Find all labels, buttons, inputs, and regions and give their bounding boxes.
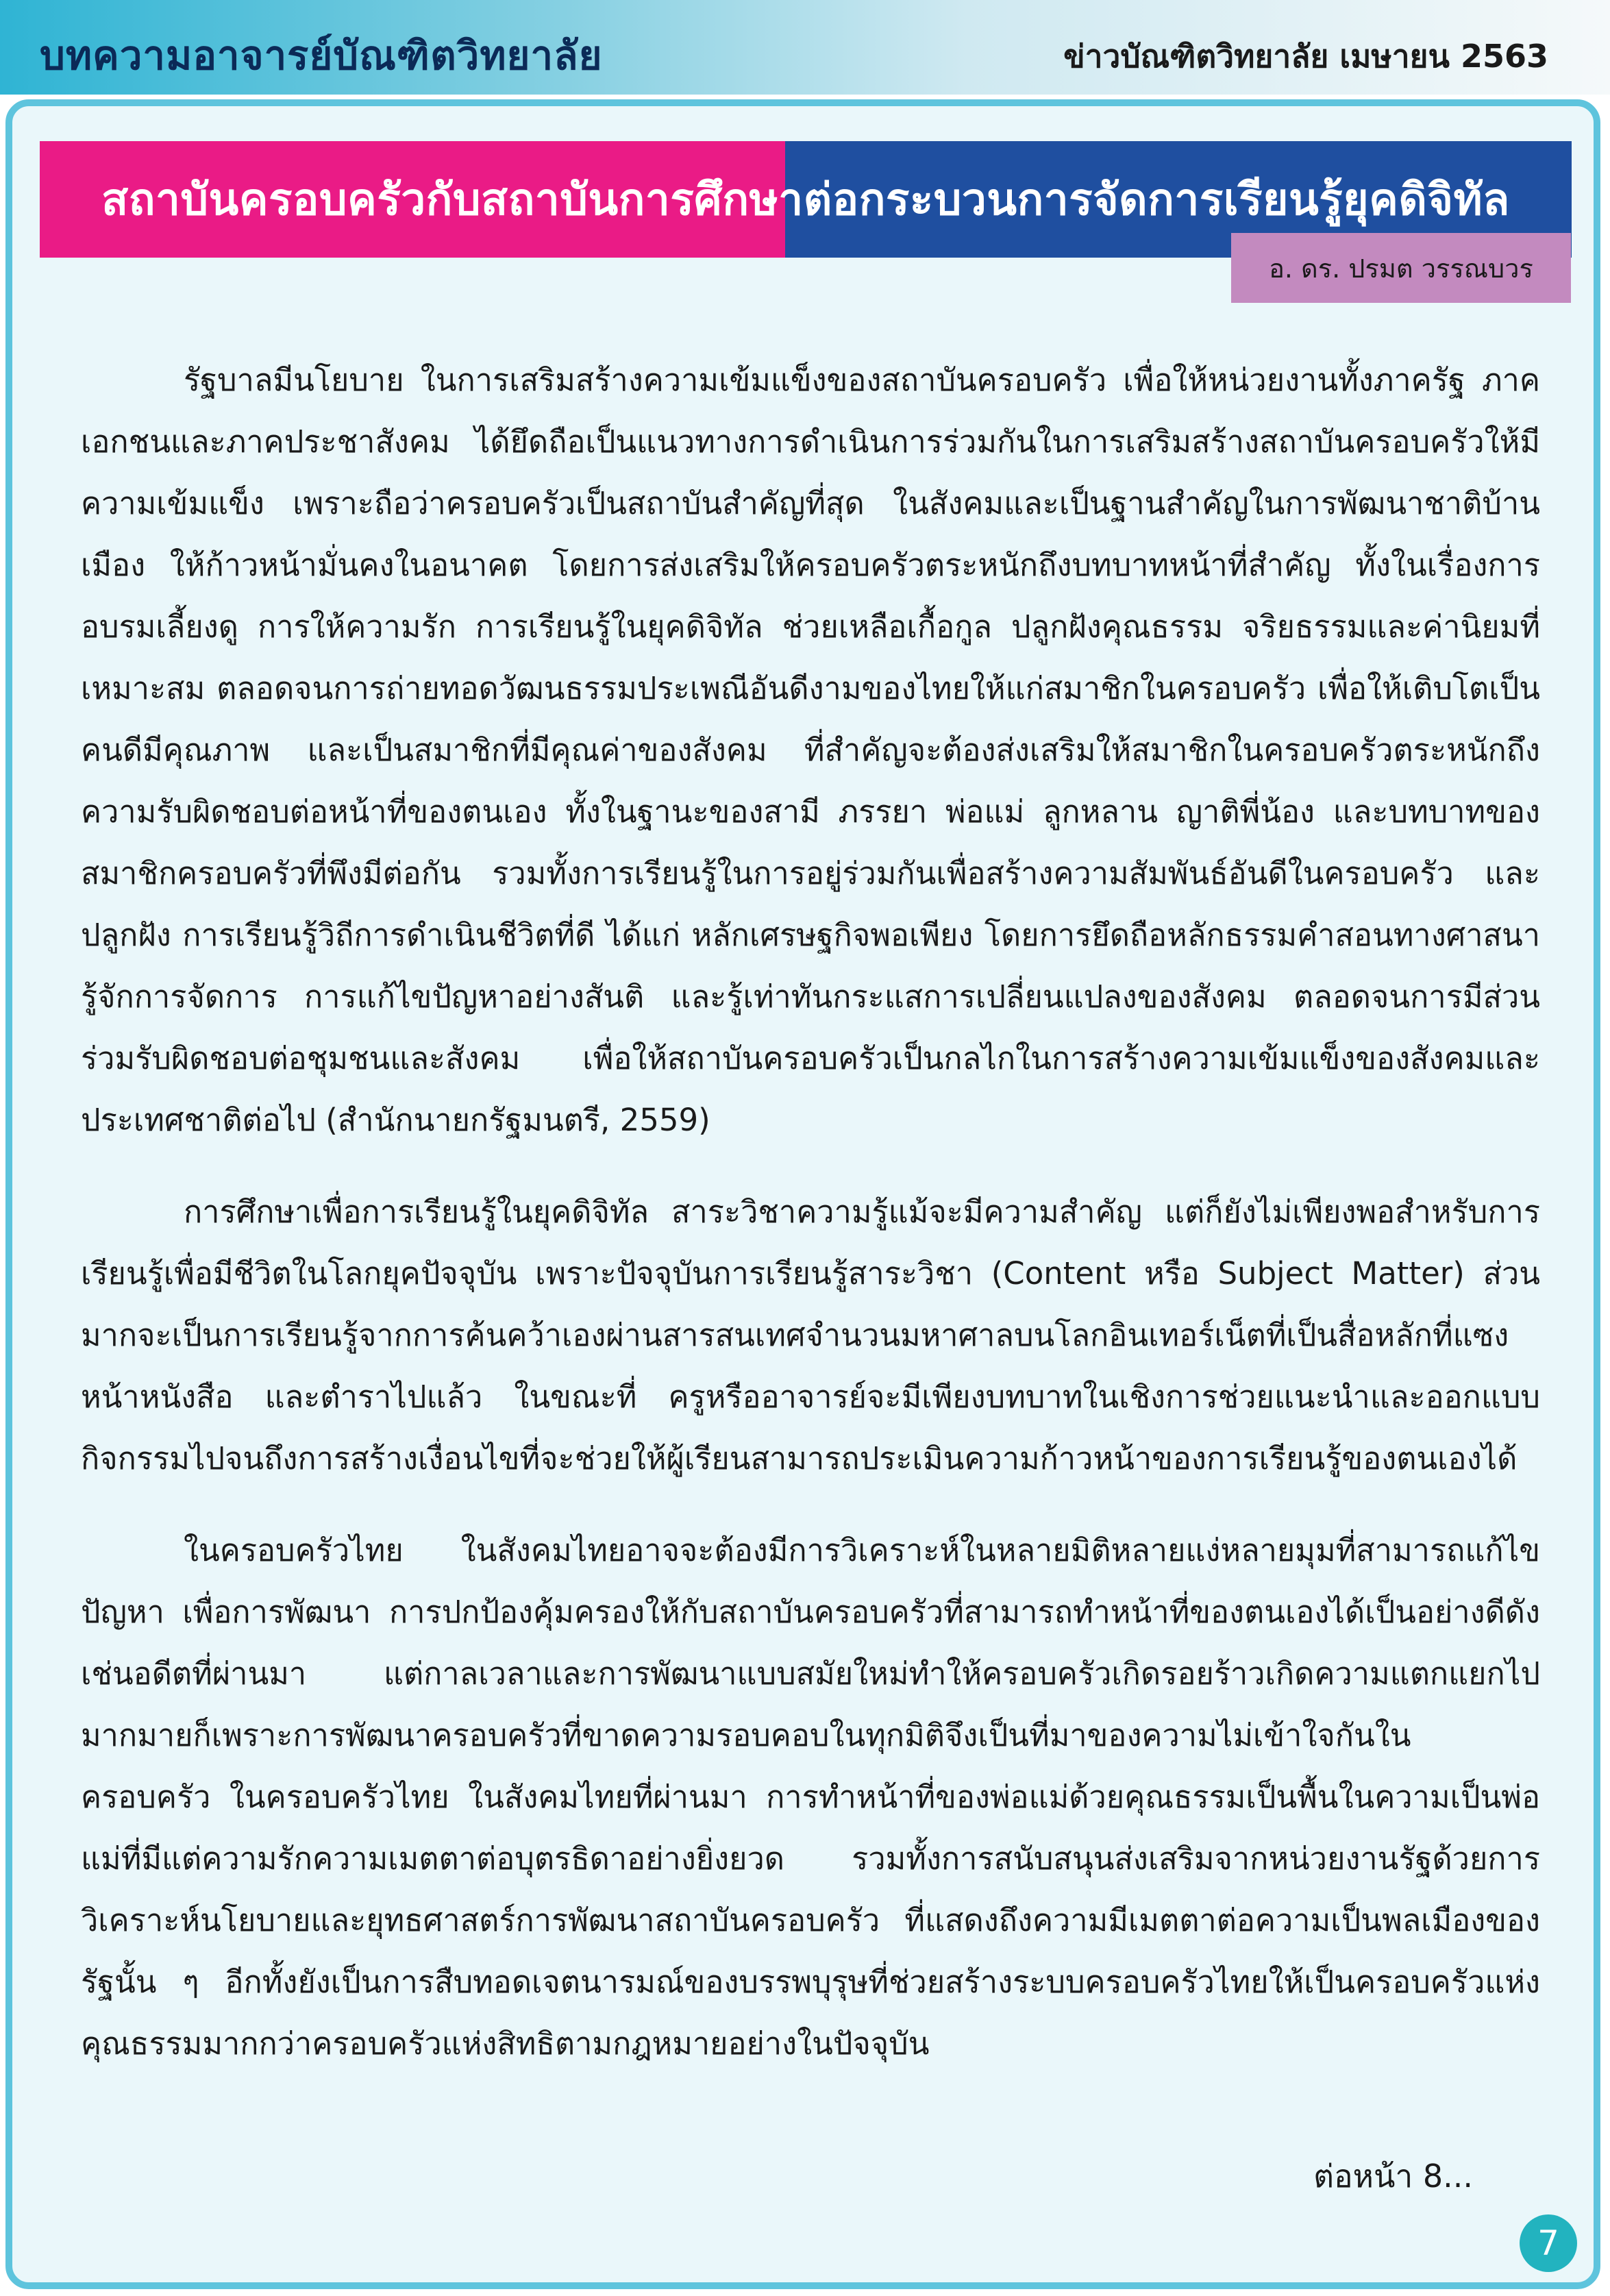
article-body: [81, 349, 1540, 2105]
paragraph: ในครอบครัวไทย ในสังคมไทยอาจจะต้องมีการวิเคราะห์ในหลายมิติหลายแง่หลายมุมที่สามารถแก้ไขปัญหา เพื่อการพัฒนา การปกป้องคุ้มครองให้กับสถาบันครอบครัวที่สามารถทำหน้าที่ของตนเองได้เป็นอย่างดีดังเช่นอดีตที่ผ่านมา แต่กาลเวลาและการพัฒนาแบบสมัยใหม่ทำให้ครอบครัวเกิดรอยร้าวเกิดความแตกแยกไปมากมายก็เพราะการพัฒนาครอบครัวที่ขาดความรอบคอบในทุกมิติจึงเป็นที่มาของความไม่เข้าใจกันในครอบครัว ในครอบครัวไทย ในสังคมไทยที่ผ่านมา การทำหน้าที่ของพ่อแม่ด้วยคุณธรรมเป็นพื้นในความเป็นพ่อแม่ที่มีแต่ความรักความเมตตาต่อบุตรธิดาอย่างยิ่งยวด รวมทั้งการสนับสนุนส่งเสริมจากหน่วยงานรัฐด้วยการวิเคราะห์นโยบายและยุทธศาสตร์การพัฒนาสถาบันครอบครัว ที่แสดงถึงความมีเมตตาต่อความเป็นพลเมืองของรัฐนั้น ๆ อีกทั้งยังเป็นการสืบทอดเจตนารมณ์ของบรรพบุรุษที่ช่วยสร้างระบบครอบครัวไทยให้เป็นครอบครัวแห่งคุณธรรมมากกว่าครอบครัวแห่งสิทธิตามกฎหมายอย่างในปัจจุบัน: [81, 1532, 1540, 2062]
paragraph: การศึกษาเพื่อการเรียนรู้ในยุคดิจิทัล สาระวิชาความรู้แม้จะมีความสำคัญ แต่ก็ยังไม่เพียงพอสำหรับการเรียนรู้เพื่อมีชีวิตในโลกยุคปัจจุบัน เพราะปัจจุบันการเรียนรู้สาระวิชา (Content หรือ Subject Matter) ส่วนมากจะเป็นการเรียนรู้จากการค้นคว้าเองผ่านสารสนเทศจำนวนมหาศาลบนโลกอินเทอร์เน็ตที่เป็นสื่อหลักที่แซงหน้าหนังสือ และตำราไปแล้ว ในขณะที่ ครูหรืออาจารย์จะมีเพียงบทบาทในเชิงการช่วยแนะนำและออกแบบกิจกรรมไปจนถึงการสร้างเงื่อนไขที่จะช่วยให้ผู้เรียนสามารถประเมินความก้าวหน้าของการเรียนรู้ของตนเองได้: [81, 1194, 1540, 1477]
article-title: สถาบันครอบครัวกับสถาบันการศึกษาต่อกระบวนการจัดการเรียนรู้ยุคดิจิทัล: [101, 175, 1510, 225]
page-number-badge: 7: [1520, 2214, 1577, 2272]
article-author: อ. ดร. ปรมต วรรณบวร: [1231, 233, 1571, 303]
newsletter-issue: ข่าวบัณฑิตวิทยาลัย เมษายน 2563: [1063, 38, 1548, 75]
section-title: บทความอาจารย์บัณฑิตวิทยาลัย: [40, 32, 603, 79]
continued-note: ต่อหน้า 8...: [1313, 2158, 1473, 2195]
paragraph: รัฐบาลมีนโยบาย ในการเสริมสร้างความเข้มแข็งของสถาบันครอบครัว เพื่อให้หน่วยงานทั้งภาครัฐ ภาคเอกชนและภาคประชาสังคม ได้ยึดถือเป็นแนวทางการดำเนินการร่วมกันในการเสริมสร้างสถาบันครอบครัวให้มีความเข้มแข็ง เพราะถือว่าครอบครัวเป็นสถาบันสำคัญที่สุด ในสังคมและเป็นฐานสำคัญในการพัฒนาชาติบ้านเมือง ให้ก้าวหน้ามั่นคงในอนาคต โดยการส่งเสริมให้ครอบครัวตระหนักถึงบทบาทหน้าที่สำคัญ ทั้งในเรื่องการอบรมเลี้ยงดู การให้ความรัก การเรียนรู้ในยุคดิจิทัล ช่วยเหลือเกื้อกูล ปลูกฝังคุณธรรม จริยธรรมและค่านิยมที่เหมาะสม ตลอดจนการถ่ายทอดวัฒนธรรมประเพณีอันดีงามของไทยให้แก่สมาชิกในครอบครัว เพื่อให้เติบโตเป็นคนดีมีคุณภาพ และเป็นสมาชิกที่มีคุณค่าของสังคม ที่สำคัญจะต้องส่งเสริมให้สมาชิกในครอบครัวตระหนักถึงความรับผิดชอบต่อหน้าที่ของตนเอง ทั้งในฐานะของสามี ภรรยา พ่อแม่ ลูกหลาน ญาติพี่น้อง และบทบาทของสมาชิกครอบครัวที่พึงมีต่อกัน รวมทั้งการเรียนรู้ในการอยู่ร่วมกันเพื่อสร้างความสัมพันธ์อันดีในครอบครัว และปลูกฝัง การเรียนรู้วิถีการดำเนินชีวิตที่ดี ได้แก่ หลักเศรษฐกิจพอเพียง โดยการยึดถือหลักธรรมคำสอนทางศาสนา รู้จักการจัดการ การแก้ไขปัญหาอย่างสันติ และรู้เท่าทันกระแสการเปลี่ยนแปลงของสังคม ตลอดจนการมีส่วนร่วมรับผิดชอบต่อชุมชนและสังคม เพื่อให้สถาบันครอบครัวเป็นกลไกในการสร้างความเข้มแข็งของสังคมและประเทศชาติต่อไป (สำนักนายกรัฐมนตรี, 2559): [81, 362, 1540, 1138]
